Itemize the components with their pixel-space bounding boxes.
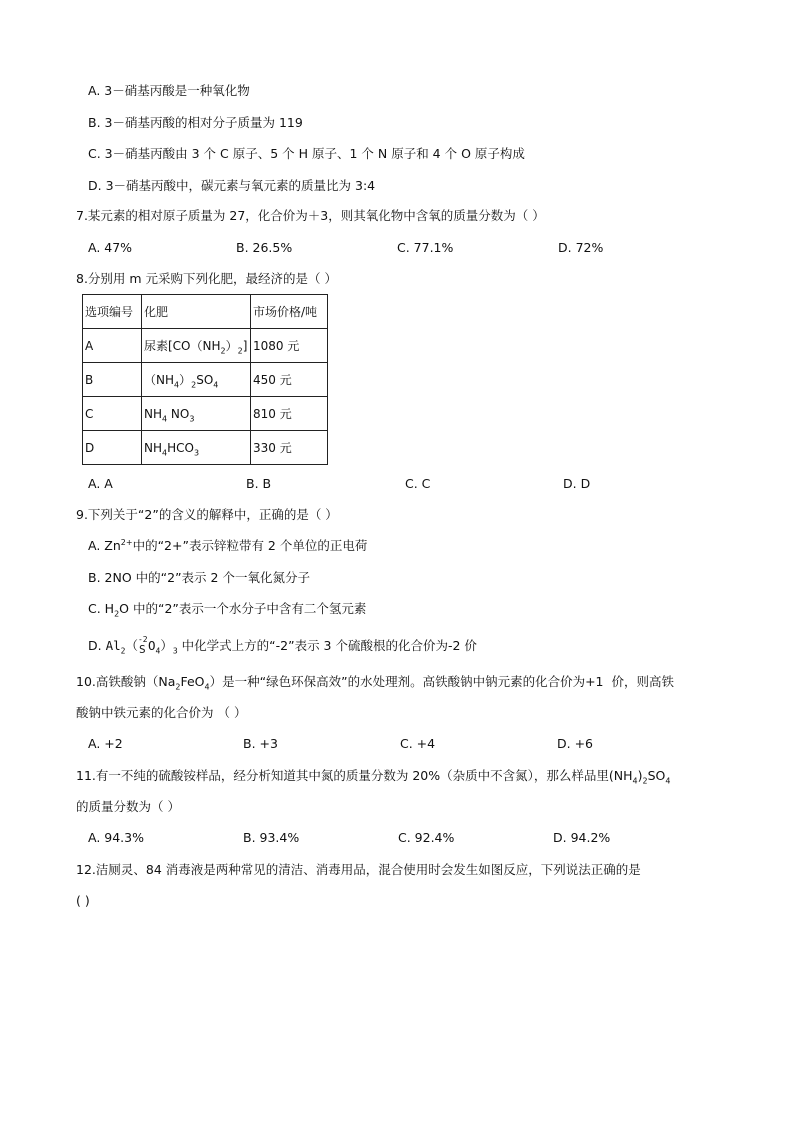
q6-option-a: A. 3－硝基丙酸是一种氧化物 (88, 83, 250, 98)
cell-fertilizer: $NH_4HCO_3$ (142, 431, 251, 465)
q7-option-a: A. 47% (88, 240, 133, 255)
q9-option-a: A. $Zn^{2+}$中的“2+”表示锌粒带有 2 个单位的正电荷 (88, 537, 368, 553)
q8-option-a: A. A (88, 476, 113, 491)
fertilizer-table (82, 294, 328, 465)
q10-stem-line1: 10.高铁酸钠$(Na_2FeO_4)$是一种“绿色环保高效”的水处理剂。高铁酸钠中钠元素的化合价为+1 价，则高铁 (76, 674, 674, 692)
cell-fertilizer: $NH_4$ $NO_3$ (142, 397, 251, 431)
cell-price: 450 元 (251, 363, 328, 397)
cell-price: 330 元 (251, 431, 328, 465)
q8-option-c: C. C (405, 476, 431, 491)
header-fertilizer: 化肥 (142, 295, 251, 329)
q8-option-b: B. B (246, 476, 272, 491)
q7-option-c: C. 77.1% (397, 240, 454, 255)
cell-price: 1080 元 (251, 329, 328, 363)
cell-fertilizer: $(NH_4)_2SO_4$ (142, 363, 251, 397)
q11-stem-line2: 的质量分数为（ ） (76, 799, 180, 814)
cell-price: 810 元 (251, 397, 328, 431)
q10-option-d: D. +6 (557, 736, 593, 751)
q11-option-d: D. 94.2% (553, 830, 611, 845)
q8-option-d: D. D (563, 476, 591, 491)
cell-option: D (83, 431, 142, 465)
table-row (83, 397, 328, 431)
table-row (83, 329, 328, 363)
q10-options (0, 735, 794, 753)
q6-option-b: B. 3－硝基丙酸的相对分子质量为 119 (88, 115, 303, 130)
cell-option: A (83, 329, 142, 363)
table-header-row (83, 295, 328, 329)
q12-stem-line2: ( ) (76, 893, 90, 908)
q7-stem: 7.某元素的相对原子质量为 27，化合价为＋3，则其氧化物中含氧的质量分数为（ ） (76, 208, 545, 223)
q6-option-d: D. 3－硝基丙酸中，碳元素与氧元素的质量比为 3:4 (88, 178, 376, 193)
q7-option-d: D. 72% (558, 240, 604, 255)
q7-options (0, 239, 794, 257)
q6-option-c: C. 3－硝基丙酸由 3 个 C 原子、5 个 H 原子、1 个 N 原子和 4 个 O 原子构成 (88, 146, 525, 161)
q9-stem: 9.下列关于“2”的含义的解释中，正确的是（ ） (76, 507, 338, 522)
header-option: 选项编号 (83, 295, 142, 329)
q10-option-b: B. +3 (243, 736, 278, 751)
sulfur-valence-mark: -2 S (137, 635, 148, 656)
q9-option-c: C. $H_2O$ 中的“2”表示一个水分子中含有二个氢元素 (88, 601, 367, 619)
q11-stem-line1: 11.有一不纯的硫酸铵样品，经分析知道其中氮的质量分数为 20%（杂质中不含氮），那么样品里$(NH_4)_2SO_4$ (76, 768, 671, 786)
header-price: 市场价格/吨 (251, 295, 328, 329)
q11-option-c: C. 92.4% (398, 830, 455, 845)
q8-stem: 8.分别用 m 元采购下列化肥，最经济的是（ ） (76, 271, 338, 286)
q10-option-c: C. +4 (400, 736, 436, 751)
q10-stem-line2: 酸钠中铁元素的化合价为 （ ） (76, 705, 247, 720)
q9-option-b: B. 2NO 中的“2”表示 2 个一氧化氮分子 (88, 570, 310, 585)
q9-option-d: D. $Al_2$（ -2 S $O_4)_3$ 中化学式上方的“-2”表示 3 个硫酸根的化合价为-2 价 (88, 635, 477, 656)
q11-options (0, 829, 794, 847)
cell-option: C (83, 397, 142, 431)
q7-option-b: B. 26.5% (236, 240, 293, 255)
q12-stem-line1: 12.洁厕灵、84 消毒液是两种常见的清洁、消毒用品，混合使用时会发生如图反应，下列说法正确的是 (76, 862, 641, 877)
table-row (83, 431, 328, 465)
q11-option-a: A. 94.3% (88, 830, 144, 845)
cell-option: B (83, 363, 142, 397)
cell-fertilizer: 尿素$[CO(NH_2)_2]$ (142, 329, 251, 363)
q10-option-a: A. +2 (88, 736, 123, 751)
table-row (83, 363, 328, 397)
q8-options (0, 475, 794, 493)
q11-option-b: B. 93.4% (243, 830, 300, 845)
